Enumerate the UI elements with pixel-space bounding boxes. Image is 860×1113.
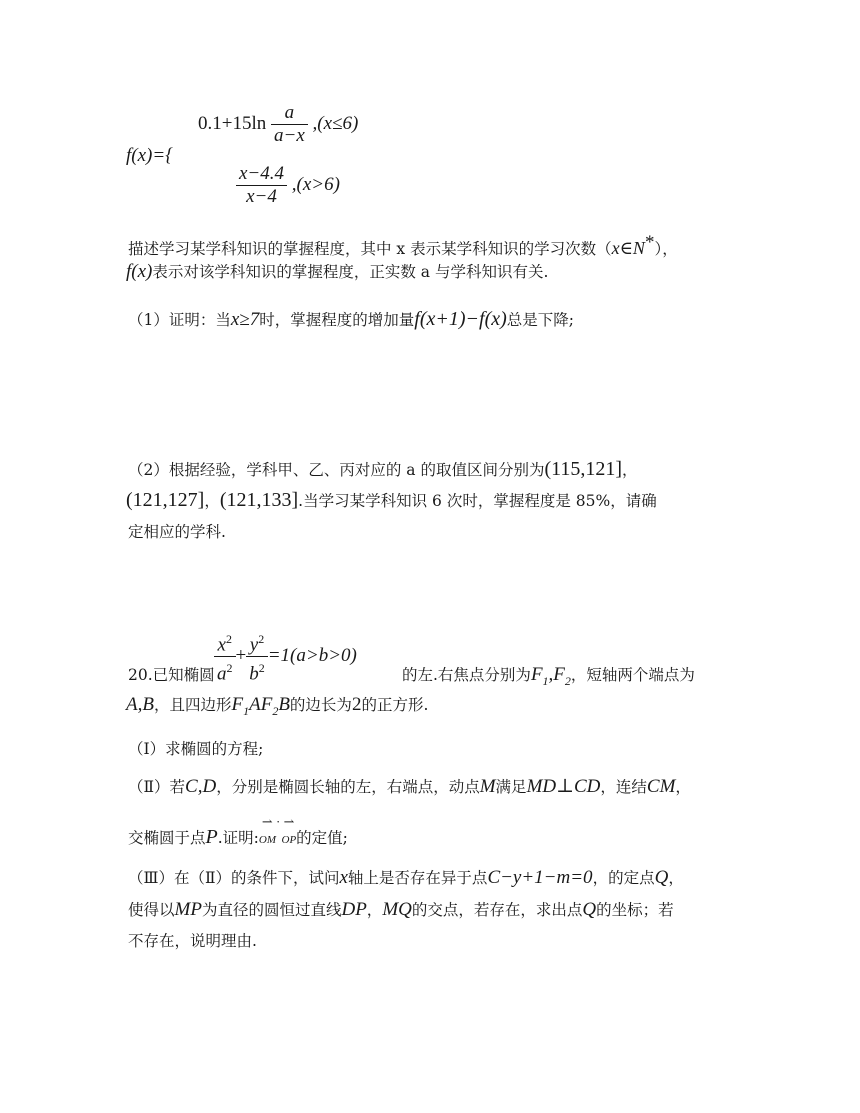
- piecewise-lhs: f(x)={: [126, 145, 173, 166]
- part-3-text-4: 使得以: [128, 901, 175, 919]
- line-equation: C−y+1−m=0: [487, 867, 593, 888]
- q2-text-3: 定相应的学科.: [128, 523, 226, 541]
- p20-text-2: ，短轴两个端点为: [570, 666, 695, 684]
- quad-sub-1: 1: [243, 703, 250, 718]
- x-numerator: x: [217, 634, 226, 656]
- q1-suffix: 总是下降;: [506, 311, 574, 329]
- case1-fraction: [271, 102, 308, 147]
- q1-prefix: （1）证明：当: [128, 311, 231, 329]
- point-q: Q: [654, 867, 669, 888]
- vector-op: OP: [281, 834, 297, 846]
- quad-f1: F: [231, 694, 244, 715]
- quad-sub-2: 2: [272, 703, 279, 718]
- desc-text-1: 描述学习某学科知识的掌握程度，其中 x 表示某学科知识的学习次数（: [128, 240, 612, 259]
- part-3-line-2: [128, 899, 674, 921]
- q1-math-condition: x≥7: [230, 309, 260, 330]
- desc-math-fx: f(x): [126, 261, 153, 282]
- part-2-line-1: [128, 776, 691, 798]
- part-2-text-7: 的定值;: [296, 829, 348, 847]
- points-cd: C,D: [185, 776, 217, 797]
- dot-product-om-op: ⇀ · ⇀ OM OP: [258, 814, 297, 846]
- part-2-line-2: [128, 814, 348, 851]
- desc-math-domain: x∈N: [611, 238, 645, 259]
- q2-text-2: .当学习某学科知识 6 次时，掌握程度是 85%，请确: [298, 492, 657, 510]
- q2-comma-2: ，: [204, 492, 220, 510]
- p20-text-3: ，且四边形: [153, 696, 232, 714]
- description-line-2: [126, 261, 548, 283]
- q1-math-increment: f(x+1)−f(x): [414, 308, 507, 330]
- description-line-1: [128, 232, 678, 260]
- part-2-prefix: （Ⅱ）若: [128, 778, 186, 796]
- q1-mid: 时，掌握程度的增加量: [259, 311, 415, 329]
- line-dp: DP: [341, 899, 367, 920]
- p20-text-5: 的正方形.: [361, 696, 429, 714]
- quad-mid: AF: [249, 694, 273, 715]
- part-2-text-2: 满足: [495, 778, 527, 796]
- point-q-2: Q: [582, 899, 597, 920]
- part-3-text-2: ，的定点: [592, 869, 655, 887]
- part-1: [128, 738, 263, 760]
- quad-end: B: [278, 694, 290, 715]
- q2-interval-1: (115,121]: [544, 458, 623, 480]
- problem-20-line-1: [128, 664, 215, 686]
- part-2-text-3: ，连结: [600, 778, 647, 796]
- a-denominator: a: [217, 663, 227, 685]
- q2-interval-3: (121,133]: [219, 489, 299, 511]
- ellipse-equation: $\frac{x^2}{a^2}$ + $\frac{y^2}{b^2}$ =1(a>b>0): [214, 628, 357, 686]
- case2-denominator: x−4: [246, 186, 277, 207]
- case1-denominator: a−x: [274, 125, 305, 146]
- case2-fraction: [236, 163, 287, 208]
- part-1-text: （Ⅰ）求椭圆的方程;: [128, 740, 264, 758]
- q2-interval-2: (121,127]: [126, 489, 205, 511]
- desc-sup: *: [644, 232, 655, 253]
- ellipse-equation-tail: =1(a>b>0): [267, 645, 357, 667]
- y-over-b-fraction: $\frac{y^2}{b^2}$: [246, 628, 268, 686]
- case1-numerator: a: [271, 102, 308, 125]
- part-3-prefix: （Ⅲ）在（Ⅱ）的条件下，试问: [128, 869, 340, 887]
- side-length: 2: [351, 694, 362, 715]
- piecewise-case2: [236, 163, 340, 208]
- point-m: M: [479, 776, 496, 797]
- part-3-text-7: 的交点，若存在，求出点: [411, 901, 583, 919]
- foci-sub-1: 1: [542, 673, 549, 688]
- part-2-text-4: ，: [675, 778, 691, 796]
- desc-text-3: 表示对该学科知识的掌握程度，正实数 a 与学科知识有关.: [152, 263, 549, 281]
- problem-20-label: 20.已知椭圆: [128, 666, 215, 684]
- part-3-text-8: 的坐标；若: [596, 901, 674, 919]
- part-2-text-5: 交椭圆于点: [128, 829, 206, 847]
- problem-20-line-2: [126, 694, 428, 722]
- question-1: [128, 308, 574, 331]
- part-3-text-1: 轴上是否存在异于点: [347, 869, 488, 887]
- part-3-text-5: 为直径的圆恒过直线: [201, 901, 342, 919]
- segment-mp: MP: [174, 899, 202, 920]
- case2-condition: ,(x>6): [291, 173, 340, 195]
- case1-condition: ,(x≤6): [312, 112, 359, 134]
- md-perp-cd: MD⊥CD: [526, 776, 601, 797]
- q2-prefix: （2）根据经验，学科甲、乙、丙对应的 a 的取值区间分别为: [128, 461, 545, 479]
- line-mq: MQ: [382, 899, 412, 920]
- part-3-text-3: ，: [668, 869, 684, 887]
- p20-text-1: 的左.右焦点分别为: [402, 666, 531, 684]
- foci-f1: F: [530, 664, 543, 685]
- question-2-line-3: [128, 521, 226, 543]
- part-3-text-6: ，: [366, 901, 383, 919]
- problem-20-line-1b: [402, 664, 695, 692]
- y-numerator: y: [249, 634, 259, 656]
- question-2-line-2: [126, 489, 657, 512]
- part-2-text-6: .证明:: [217, 829, 259, 847]
- vector-om: OM: [258, 834, 276, 846]
- x-over-a-fraction: $\frac{x^2}{a^2}$: [214, 628, 236, 686]
- b-denominator: b: [249, 663, 259, 685]
- part-3-line-3: [128, 930, 257, 952]
- question-2-line-1: [128, 458, 638, 481]
- desc-text-2: ），: [654, 240, 678, 259]
- part-3-text-9: 不存在，说明理由.: [128, 932, 257, 950]
- line-cm: CM: [646, 776, 676, 797]
- q2-comma-1: ，: [622, 461, 638, 479]
- foci-f2: ,F: [548, 664, 565, 685]
- p20-text-4: 的边长为: [289, 696, 352, 714]
- part-3-line-1: [128, 867, 684, 889]
- x-axis-var: x: [339, 867, 348, 888]
- case2-numerator: x−4.4: [236, 163, 287, 186]
- point-p: P: [205, 826, 218, 848]
- part-2-text-1: ，分别是椭圆长轴的左，右端点，动点: [216, 778, 480, 796]
- endpoints-ab: A,B: [126, 694, 154, 715]
- piecewise-case1: [198, 102, 358, 147]
- foci-sub-2: 2: [564, 673, 571, 688]
- case1-prefix: 0.1+15ln: [198, 112, 267, 134]
